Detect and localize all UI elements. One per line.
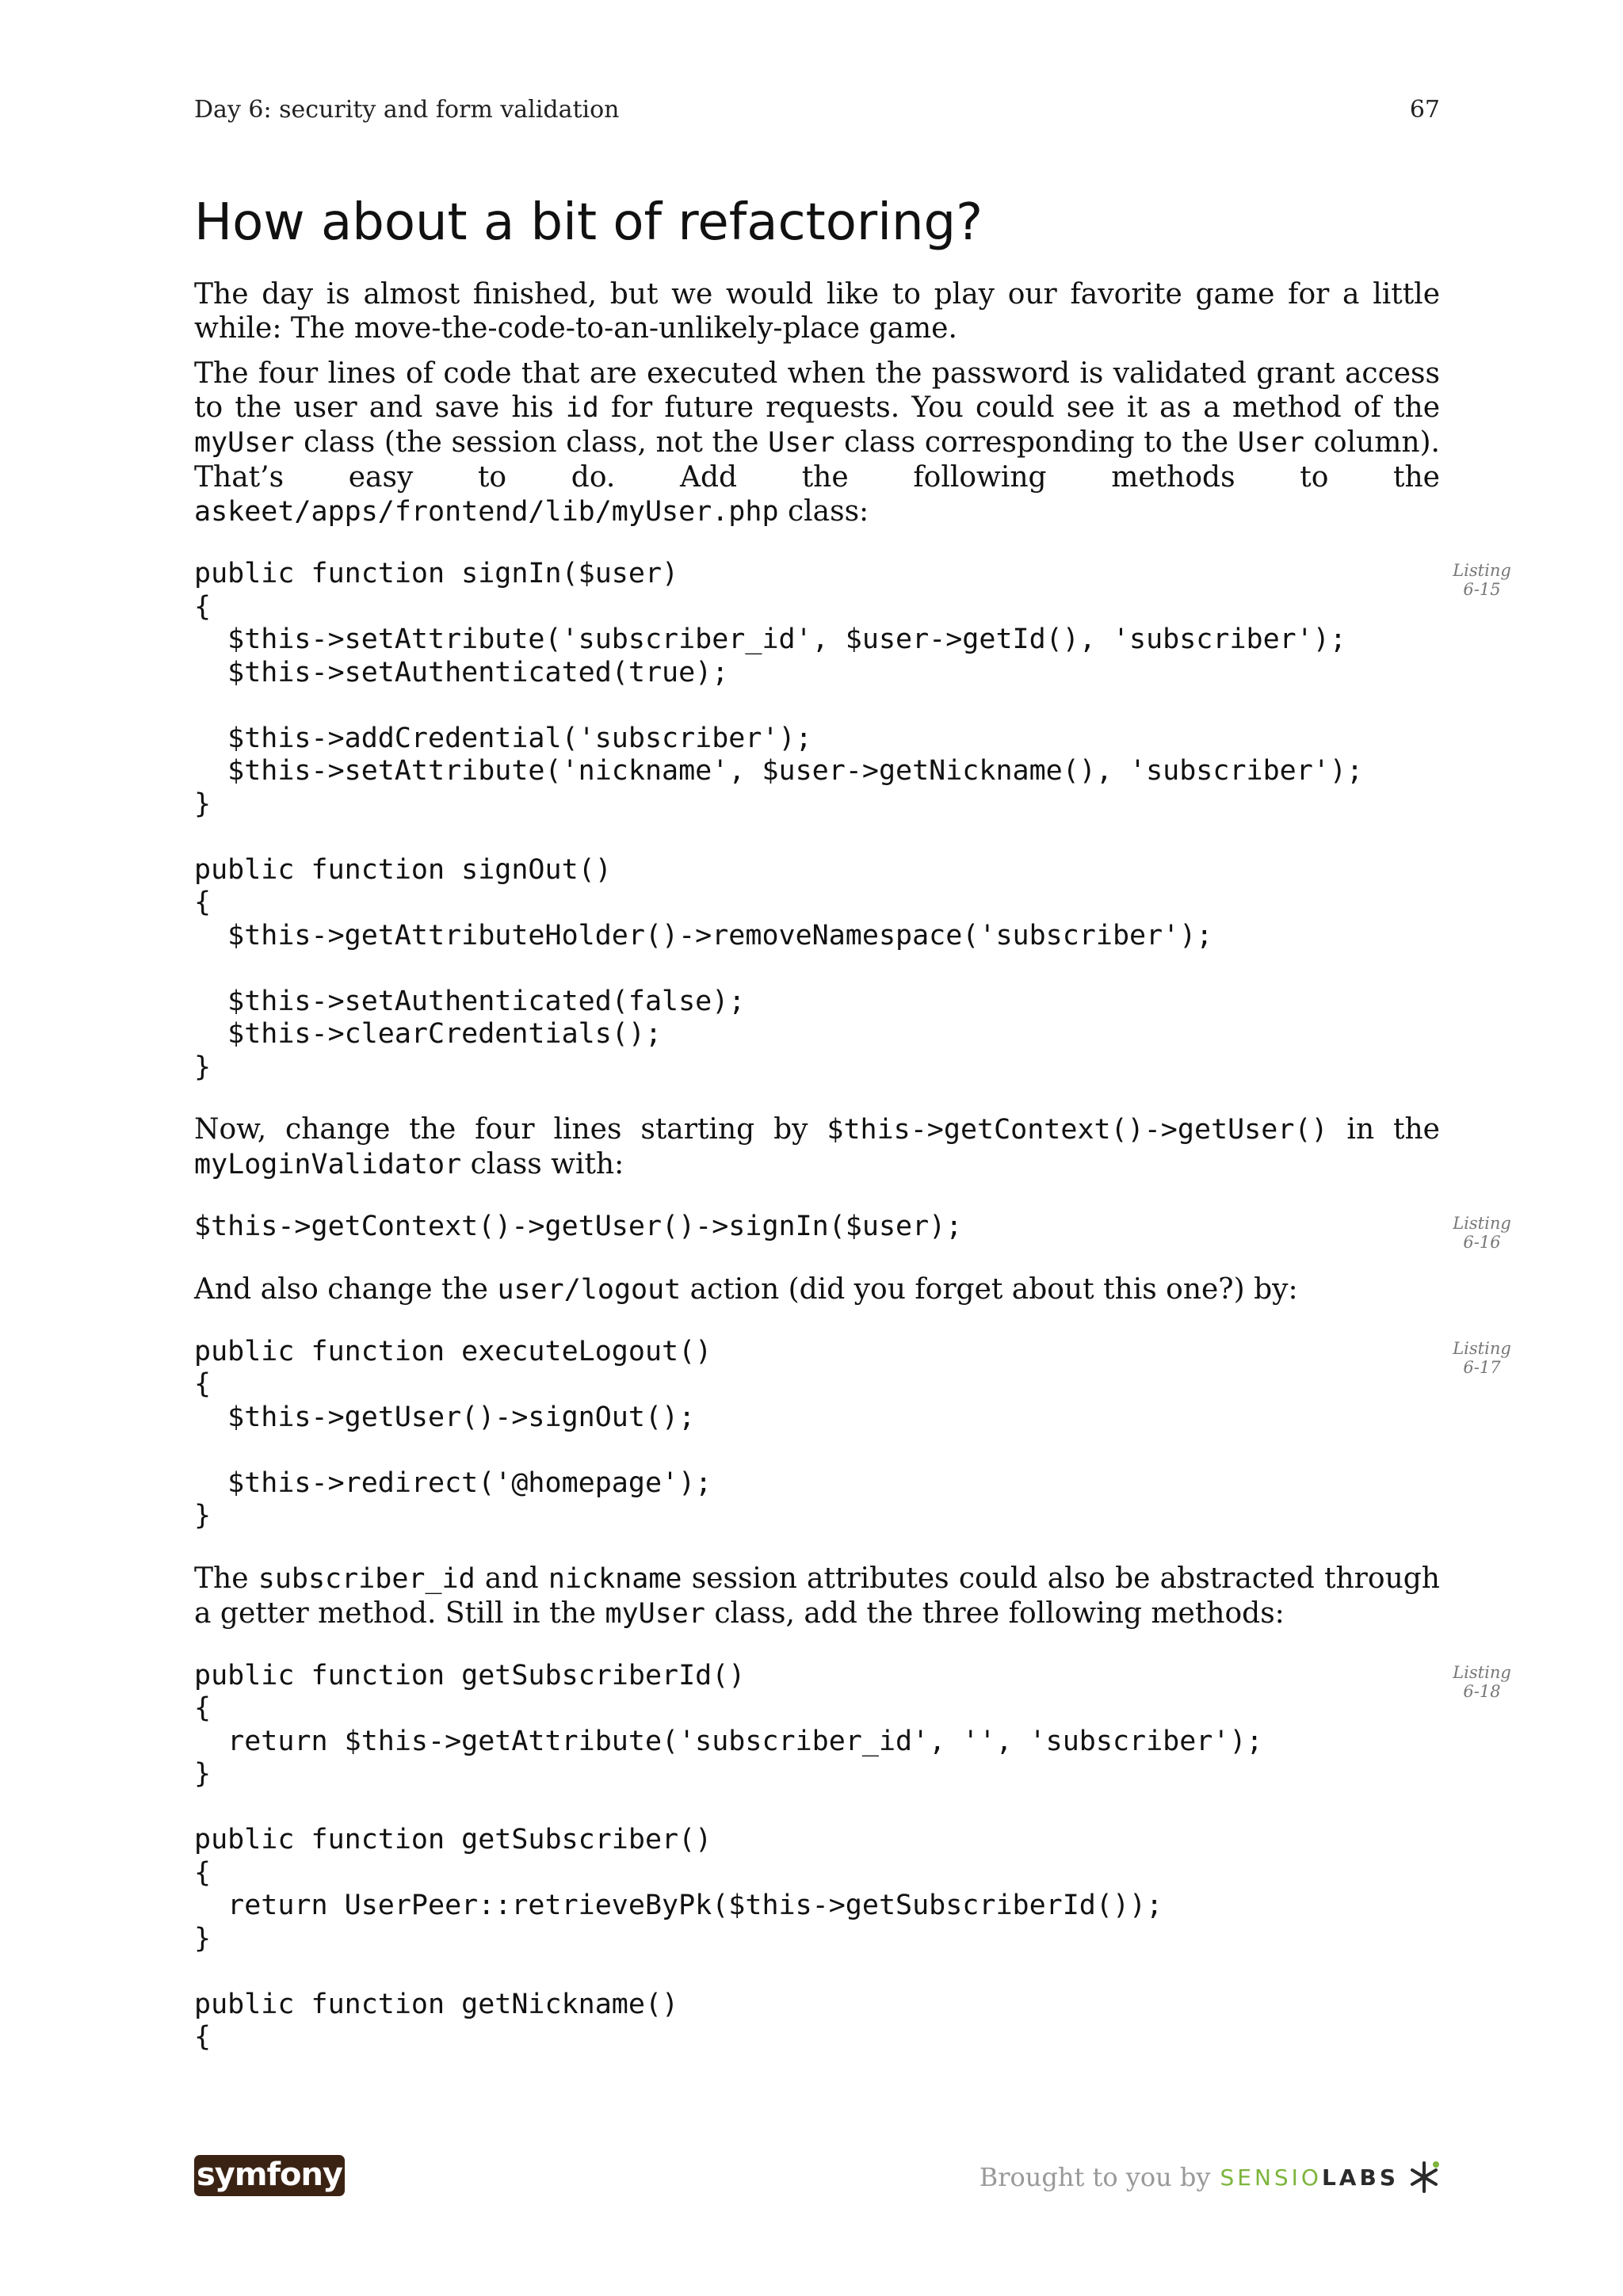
inline-code: id — [565, 392, 599, 425]
code-listing-6-17 — [194, 1335, 1511, 1533]
paragraph-logout: And also change the user/logout action (did you forget about this one?) by: — [194, 1272, 1298, 1306]
main-content — [194, 193, 1511, 2083]
inline-code: myLoginValidator — [194, 1149, 462, 1181]
listing-label: Listing 6-16 — [1453, 1214, 1511, 1253]
code-block: $this->getContext()->getUser()->signIn($user); — [194, 1211, 963, 1243]
listing-label: Listing 6-15 — [1453, 561, 1511, 600]
code-block: public function executeLogout() { $this->getUser()->signOut(); $this->redirect('@homepage'); } — [194, 1335, 712, 1532]
paragraph-getters: The subscriber_id and nickname session attributes could also be abstracted through a getter method. Still in the myUser class, add the three following methods: — [194, 1562, 1440, 1630]
code-listing-6-15 — [194, 558, 1511, 1084]
sensiolabs-star-icon — [1408, 2160, 1440, 2195]
inline-code: User — [1237, 427, 1304, 460]
inline-code: subscriber_id — [258, 1562, 475, 1595]
code-listing-6-16 — [194, 1211, 1511, 1253]
inline-code: askeet/apps/frontend/lib/myUser.php — [194, 496, 779, 528]
inline-code: $this->getContext()->getUser() — [827, 1114, 1328, 1146]
chapter-title: Day 6: security and form validation — [194, 96, 620, 124]
code-listing-6-18 — [194, 1659, 1511, 2054]
section-heading: How about a bit of refactoring? — [194, 193, 983, 252]
inline-code: nickname — [548, 1562, 682, 1595]
paragraph-validator: Now, change the four lines starting by $this->getContext()->getUser() in the myLoginValidator class with: — [194, 1113, 1440, 1181]
symfony-logo: symfony — [194, 2155, 345, 2196]
inline-code: User — [768, 427, 835, 460]
code-block: public function signIn($user) { $this->setAttribute('subscriber_id', $user->getId(), 'subscriber'); $this->setAuthenticated(true); $this->addCredential('subscriber'); $this->setAttribute('nickname', $user->getNickname(), 'subscriber'); } public function signOut() { $this->getAttributeHolder()->removeNamespace('subscriber'); $this->setAuthenticated(false); $this->clearCredentials(); } — [194, 558, 1364, 1083]
inline-code: user/logout — [497, 1273, 682, 1306]
page-number: 67 — [1409, 96, 1440, 124]
sensiolabs-wordmark: SENSIOLABS — [1220, 2164, 1399, 2191]
paragraph-myuser: The four lines of code that are executed when the password is validated grant access to the user and save his id for future requests. You could see it as a method of the myUser class (the session class, not the User class corresponding to the User column). That’s easy to do. Add the following methods to the askeet/apps/frontend/lib/myUser.php class: — [194, 357, 1440, 528]
listing-label: Listing 6-17 — [1453, 1338, 1511, 1377]
paragraph-intro: The day is almost finished, but we would like to play our favorite game for a little while: The move-the-code-to-an-unlikely-place game. — [194, 278, 1440, 345]
page-footer — [194, 2152, 1440, 2199]
brought-text: Brought to you by — [979, 2162, 1211, 2192]
inline-code: myUser — [605, 1597, 705, 1630]
running-header — [194, 96, 1440, 124]
code-block: public function getSubscriberId() { return $this->getAttribute('subscriber_id', '', 'subscriber'); } public function getSubscriber() { return UserPeer::retrieveByPk($this->getSubscriberId()); } public function getNickname() { — [194, 1659, 1263, 2054]
inline-code: myUser — [194, 427, 295, 460]
listing-label: Listing 6-18 — [1453, 1662, 1511, 1701]
sponsor-credit — [980, 2160, 1440, 2195]
